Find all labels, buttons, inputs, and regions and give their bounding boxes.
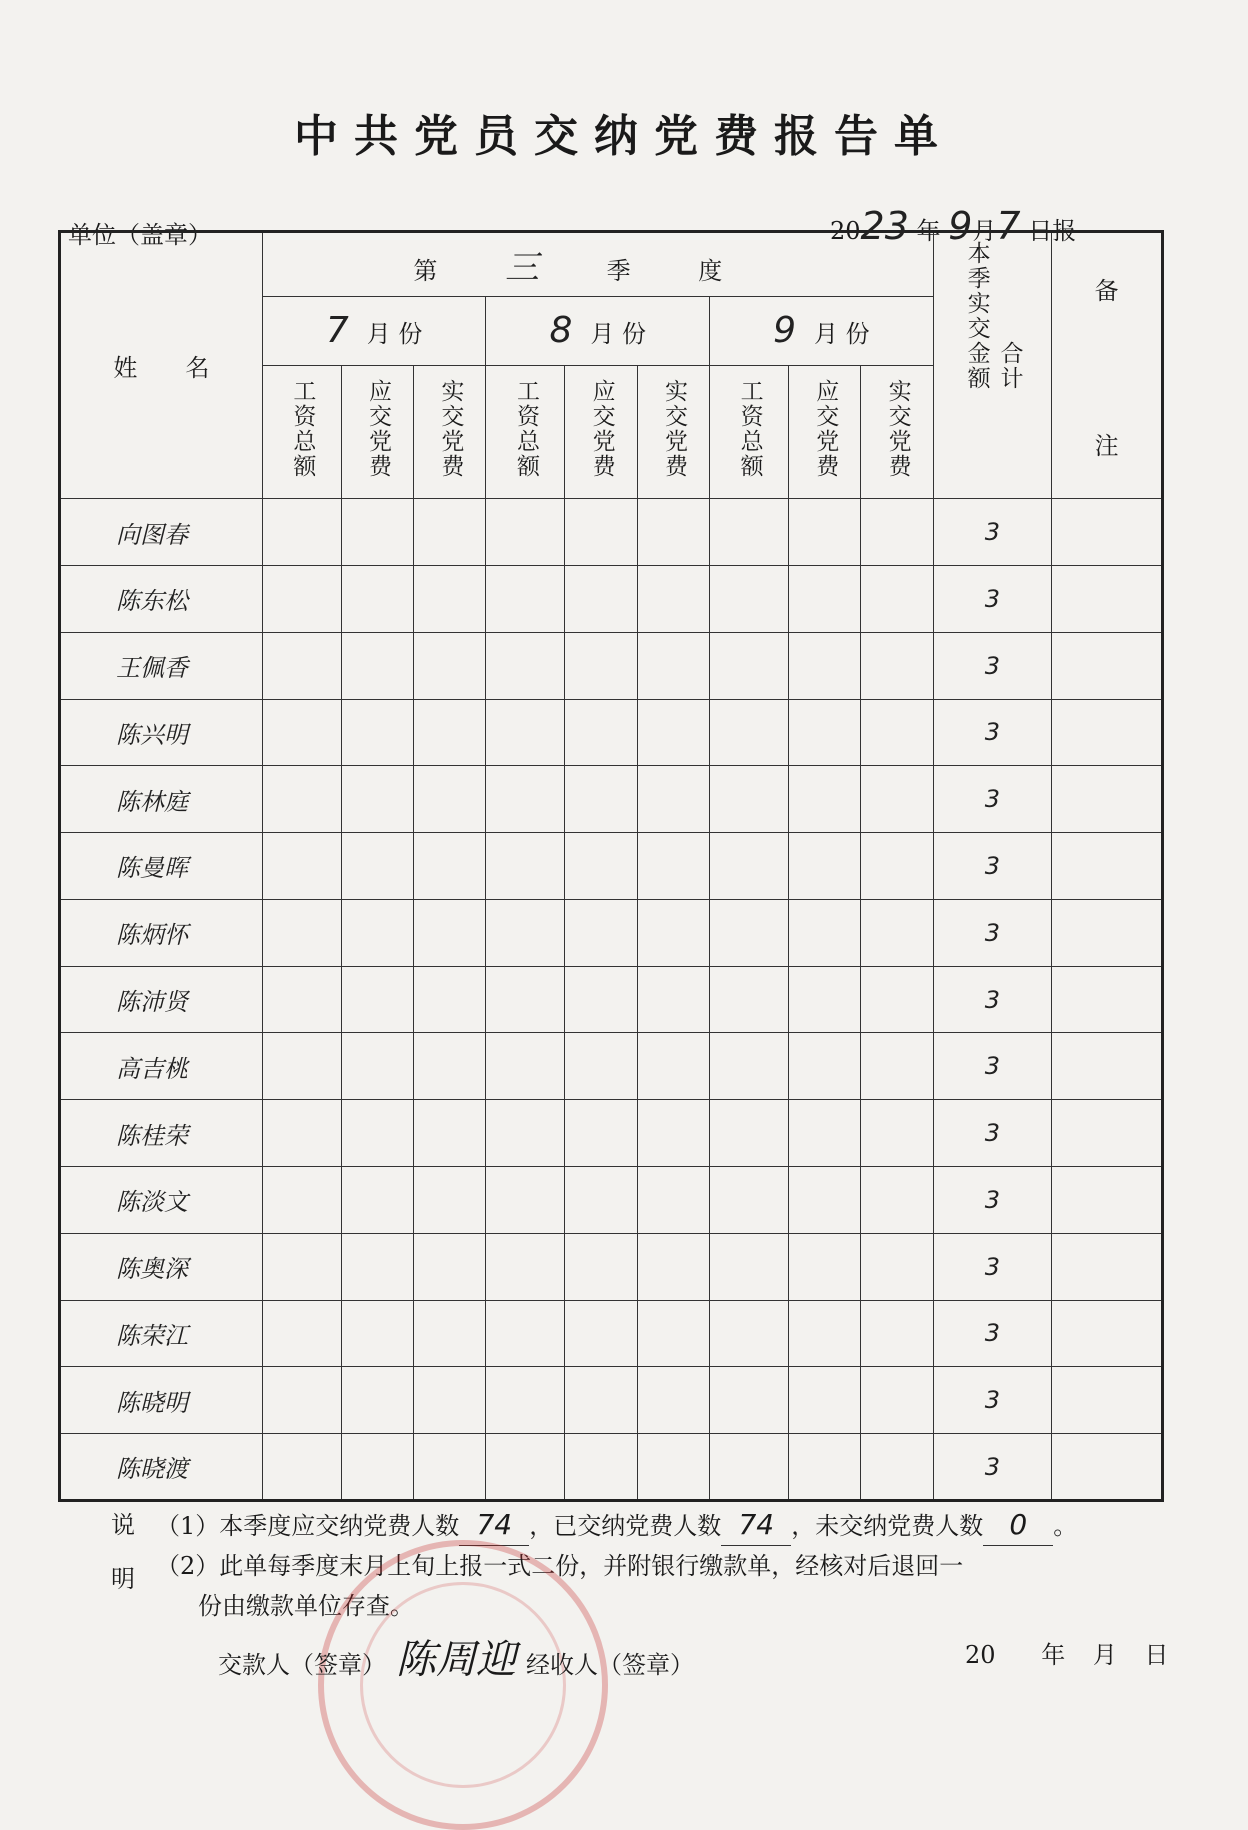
footer-date — [965, 1635, 1168, 1670]
empty-cell — [565, 1434, 637, 1501]
date-day-label: 日报 — [1028, 217, 1077, 245]
table-row — [60, 1033, 1163, 1100]
empty-cell — [262, 499, 341, 566]
empty-cell — [788, 565, 860, 632]
empty-cell — [637, 699, 709, 766]
empty-cell — [565, 966, 637, 1033]
empty-cell — [861, 833, 933, 900]
empty-cell — [710, 766, 789, 833]
table-row — [60, 632, 1163, 699]
date-year-handwritten: 23 — [860, 204, 909, 248]
remark-cell — [1052, 1300, 1163, 1367]
date-day-handwritten: 7 — [996, 204, 1021, 248]
col-header-fee-due: 应交党费 — [788, 365, 860, 499]
empty-cell — [262, 833, 341, 900]
empty-cell — [486, 1434, 565, 1501]
empty-cell — [565, 565, 637, 632]
empty-cell — [788, 1233, 860, 1300]
quarter-total-amount: 3 — [933, 1233, 1051, 1300]
empty-cell — [341, 966, 413, 1033]
month-number: 7 — [325, 310, 349, 352]
empty-cell — [262, 966, 341, 1033]
empty-cell — [637, 1367, 709, 1434]
quarter-handwritten: 三 — [504, 247, 539, 288]
empty-cell — [565, 833, 637, 900]
date-month-label: 月 — [972, 217, 997, 245]
empty-cell — [486, 833, 565, 900]
note-2-line-1: （2）此单每季度末月上旬上报一式二份，并附银行缴款单，经核对后退回一 — [156, 1552, 964, 1580]
quarter-total-amount: 3 — [933, 632, 1051, 699]
col-header-wage-total: 工资总额 — [262, 365, 341, 499]
unit-label: 单位（盖章） — [68, 221, 212, 249]
empty-cell — [788, 1300, 860, 1367]
empty-cell — [788, 632, 860, 699]
quarter-total-amount: 3 — [933, 899, 1051, 966]
empty-cell — [637, 1434, 709, 1501]
member-name: 王佩香 — [60, 632, 263, 699]
empty-cell — [861, 1300, 933, 1367]
empty-cell — [414, 1434, 486, 1501]
empty-cell — [486, 632, 565, 699]
empty-cell — [637, 966, 709, 1033]
empty-cell — [414, 632, 486, 699]
note-1-prefix: （1）本季度应交纳党费人数 — [156, 1512, 460, 1540]
name-header: 姓 名 — [60, 232, 263, 499]
empty-cell — [788, 1166, 860, 1233]
remark-cell — [1052, 766, 1163, 833]
empty-cell — [710, 1166, 789, 1233]
month-header-8 — [486, 296, 710, 365]
empty-cell — [341, 699, 413, 766]
quarter-label-di: 第 — [413, 256, 438, 285]
empty-cell — [637, 1033, 709, 1100]
empty-cell — [486, 565, 565, 632]
empty-cell — [861, 565, 933, 632]
empty-cell — [414, 899, 486, 966]
empty-cell — [341, 1434, 413, 1501]
remark-cell — [1052, 966, 1163, 1033]
empty-cell — [861, 899, 933, 966]
empty-cell — [341, 1367, 413, 1434]
empty-cell — [565, 1100, 637, 1167]
table-row — [60, 1367, 1163, 1434]
empty-cell — [341, 1166, 413, 1233]
empty-cell — [565, 766, 637, 833]
col-header-fee-paid: 实交党费 — [414, 365, 486, 499]
remark-cell — [1052, 1434, 1163, 1501]
empty-cell — [414, 499, 486, 566]
empty-cell — [710, 1367, 789, 1434]
empty-cell — [861, 632, 933, 699]
empty-cell — [262, 1166, 341, 1233]
empty-cell — [710, 899, 789, 966]
member-name: 陈兴明 — [60, 699, 263, 766]
remark-cell — [1052, 833, 1163, 900]
member-rows — [60, 499, 1163, 1501]
signature-line — [218, 1628, 694, 1685]
members-unpaid-count: 0 — [983, 1505, 1053, 1546]
note-1-end: 。 — [1053, 1512, 1078, 1540]
date-year-label: 年 — [916, 217, 941, 245]
quarter-total-amount: 3 — [933, 1434, 1051, 1501]
remark-cell — [1052, 1100, 1163, 1167]
member-name: 陈晓明 — [60, 1367, 263, 1434]
member-name: 陈桂荣 — [60, 1100, 263, 1167]
members-due-count: 74 — [459, 1505, 529, 1546]
quarter-total-header — [933, 232, 1051, 499]
empty-cell — [710, 1434, 789, 1501]
empty-cell — [710, 565, 789, 632]
empty-cell — [565, 699, 637, 766]
empty-cell — [861, 1233, 933, 1300]
table-row — [60, 1100, 1163, 1167]
quarter-header — [262, 232, 933, 297]
empty-cell — [788, 1033, 860, 1100]
footer-date-year: 年 — [1041, 1641, 1066, 1669]
empty-cell — [486, 966, 565, 1033]
empty-cell — [710, 1033, 789, 1100]
table-row — [60, 1300, 1163, 1367]
empty-cell — [710, 1233, 789, 1300]
empty-cell — [788, 766, 860, 833]
empty-cell — [788, 499, 860, 566]
member-name: 陈沛贤 — [60, 966, 263, 1033]
member-name: 陈淡文 — [60, 1166, 263, 1233]
member-name: 陈曼晖 — [60, 833, 263, 900]
empty-cell — [565, 1166, 637, 1233]
empty-cell — [262, 1300, 341, 1367]
note-1 — [156, 1505, 1236, 1546]
quarter-total-amount: 3 — [933, 499, 1051, 566]
col-header-fee-due: 应交党费 — [565, 365, 637, 499]
empty-cell — [414, 1367, 486, 1434]
empty-cell — [788, 699, 860, 766]
empty-cell — [262, 565, 341, 632]
col-header-wage-total: 工资总额 — [486, 365, 565, 499]
quarter-total-amount: 3 — [933, 766, 1051, 833]
col-header-fee-paid: 实交党费 — [637, 365, 709, 499]
note-2-line-2: 份由缴款单位存查。 — [198, 1592, 414, 1620]
empty-cell — [414, 565, 486, 632]
empty-cell — [710, 699, 789, 766]
quarter-total-amount: 3 — [933, 699, 1051, 766]
quarter-total-label: 本季实交金额 — [963, 241, 990, 391]
footer-date-month: 月 — [1092, 1641, 1117, 1669]
remark-cell — [1052, 632, 1163, 699]
empty-cell — [486, 899, 565, 966]
payer-signature: 陈周迎 — [396, 1637, 516, 1683]
empty-cell — [262, 632, 341, 699]
empty-cell — [341, 632, 413, 699]
member-name: 陈奥深 — [60, 1233, 263, 1300]
page-title: 中共党员交纳党费报告单 — [294, 111, 954, 162]
note-1-mid2: ，未交纳党费人数 — [791, 1512, 984, 1540]
month-header-7 — [262, 296, 486, 365]
member-name: 高吉桃 — [60, 1033, 263, 1100]
empty-cell — [414, 766, 486, 833]
member-name: 陈炳怀 — [60, 899, 263, 966]
quarter-total-amount: 3 — [933, 565, 1051, 632]
empty-cell — [414, 833, 486, 900]
month-label: 月 份 — [590, 320, 646, 349]
empty-cell — [861, 1033, 933, 1100]
empty-cell — [565, 899, 637, 966]
remark-cell — [1052, 699, 1163, 766]
quarter-total-amount: 3 — [933, 833, 1051, 900]
empty-cell — [710, 1300, 789, 1367]
empty-cell — [486, 1233, 565, 1300]
empty-cell — [262, 1233, 341, 1300]
quarter-total-amount: 3 — [933, 1033, 1051, 1100]
empty-cell — [788, 966, 860, 1033]
empty-cell — [262, 899, 341, 966]
empty-cell — [861, 1367, 933, 1434]
empty-cell — [637, 766, 709, 833]
empty-cell — [861, 699, 933, 766]
table-row — [60, 699, 1163, 766]
empty-cell — [341, 499, 413, 566]
empty-cell — [414, 1166, 486, 1233]
empty-cell — [414, 966, 486, 1033]
empty-cell — [710, 966, 789, 1033]
empty-cell — [262, 1100, 341, 1167]
empty-cell — [788, 833, 860, 900]
empty-cell — [341, 899, 413, 966]
empty-cell — [414, 1233, 486, 1300]
empty-cell — [341, 766, 413, 833]
remark-label-b: 注 — [1094, 431, 1119, 460]
remark-cell — [1052, 565, 1163, 632]
empty-cell — [861, 1434, 933, 1501]
empty-cell — [861, 1166, 933, 1233]
remark-cell — [1052, 1233, 1163, 1300]
quarter-total-amount: 3 — [933, 1166, 1051, 1233]
empty-cell — [341, 1100, 413, 1167]
month-label: 月 份 — [814, 320, 870, 349]
date-month-handwritten: 9 — [948, 204, 973, 248]
empty-cell — [565, 1233, 637, 1300]
empty-cell — [637, 632, 709, 699]
table-row — [60, 565, 1163, 632]
empty-cell — [861, 1100, 933, 1167]
empty-cell — [637, 1233, 709, 1300]
footer-date-20: 20 — [965, 1641, 996, 1669]
empty-cell — [341, 1233, 413, 1300]
empty-cell — [262, 1367, 341, 1434]
notes-side-a: 说 — [111, 1511, 135, 1539]
quarter-label-du: 度 — [698, 256, 723, 285]
quarter-total-amount: 3 — [933, 1367, 1051, 1434]
payer-label: 交款人（签章） — [218, 1651, 386, 1679]
remark-cell — [1052, 899, 1163, 966]
empty-cell — [710, 499, 789, 566]
member-name: 陈东松 — [60, 565, 263, 632]
empty-cell — [341, 565, 413, 632]
empty-cell — [637, 1300, 709, 1367]
member-name: 陈林庭 — [60, 766, 263, 833]
empty-cell — [486, 1300, 565, 1367]
empty-cell — [486, 1100, 565, 1167]
quarter-total-sum-label: 合计 — [996, 341, 1023, 391]
month-label: 月 份 — [366, 320, 423, 349]
empty-cell — [710, 1100, 789, 1167]
table-row — [60, 1233, 1163, 1300]
empty-cell — [861, 499, 933, 566]
fee-table — [58, 230, 1164, 1502]
notes-body — [156, 1505, 1236, 1626]
empty-cell — [788, 1100, 860, 1167]
remark-cell — [1052, 1033, 1163, 1100]
empty-cell — [486, 1166, 565, 1233]
empty-cell — [861, 966, 933, 1033]
empty-cell — [262, 1033, 341, 1100]
col-header-fee-paid: 实交党费 — [861, 365, 933, 499]
empty-cell — [710, 632, 789, 699]
empty-cell — [414, 699, 486, 766]
remark-cell — [1052, 1166, 1163, 1233]
note-1-mid: ，已交纳党费人数 — [529, 1512, 722, 1540]
remark-cell — [1052, 1367, 1163, 1434]
empty-cell — [788, 1434, 860, 1501]
members-paid-count: 74 — [721, 1505, 791, 1546]
remark-label-a: 备 — [1094, 276, 1119, 305]
month-number: 9 — [773, 310, 797, 352]
empty-cell — [486, 766, 565, 833]
empty-cell — [710, 833, 789, 900]
month-number: 8 — [549, 310, 573, 352]
empty-cell — [414, 1100, 486, 1167]
table-row — [60, 899, 1163, 966]
empty-cell — [565, 499, 637, 566]
empty-cell — [262, 1434, 341, 1501]
empty-cell — [565, 1300, 637, 1367]
empty-cell — [637, 899, 709, 966]
empty-cell — [565, 1033, 637, 1100]
empty-cell — [486, 1367, 565, 1434]
empty-cell — [262, 699, 341, 766]
footer-date-day: 日 — [1144, 1641, 1169, 1669]
date-prefix: 20 — [830, 217, 861, 245]
table-row — [60, 499, 1163, 566]
empty-cell — [637, 565, 709, 632]
member-name: 陈晓渡 — [60, 1434, 263, 1501]
remark-cell — [1052, 499, 1163, 566]
receiver-label: 经收人（签章） — [526, 1651, 694, 1679]
table-row — [60, 966, 1163, 1033]
empty-cell — [341, 1300, 413, 1367]
empty-cell — [262, 766, 341, 833]
quarter-total-amount: 3 — [933, 966, 1051, 1033]
empty-cell — [565, 1367, 637, 1434]
notes-side-label — [108, 1505, 138, 1599]
month-header-9 — [710, 296, 934, 365]
col-header-wage-total: 工资总额 — [710, 365, 789, 499]
empty-cell — [788, 1367, 860, 1434]
empty-cell — [637, 499, 709, 566]
quarter-total-amount: 3 — [933, 1100, 1051, 1167]
empty-cell — [861, 766, 933, 833]
empty-cell — [486, 1033, 565, 1100]
empty-cell — [414, 1033, 486, 1100]
quarter-label-ji: 季 — [606, 256, 631, 285]
col-header-fee-due: 应交党费 — [341, 365, 413, 499]
empty-cell — [637, 1100, 709, 1167]
empty-cell — [486, 699, 565, 766]
quarter-total-amount: 3 — [933, 1300, 1051, 1367]
member-name: 向图春 — [60, 499, 263, 566]
empty-cell — [637, 1166, 709, 1233]
empty-cell — [788, 899, 860, 966]
table-row — [60, 1166, 1163, 1233]
table-row — [60, 1434, 1163, 1501]
empty-cell — [341, 1033, 413, 1100]
empty-cell — [414, 1300, 486, 1367]
table-row — [60, 766, 1163, 833]
empty-cell — [565, 632, 637, 699]
empty-cell — [637, 833, 709, 900]
red-seal-stamp-inner — [360, 1582, 566, 1788]
empty-cell — [341, 833, 413, 900]
remark-header — [1052, 232, 1163, 499]
notes-side-b: 明 — [111, 1565, 135, 1593]
table-row — [60, 833, 1163, 900]
member-name: 陈荣江 — [60, 1300, 263, 1367]
empty-cell — [486, 499, 565, 566]
